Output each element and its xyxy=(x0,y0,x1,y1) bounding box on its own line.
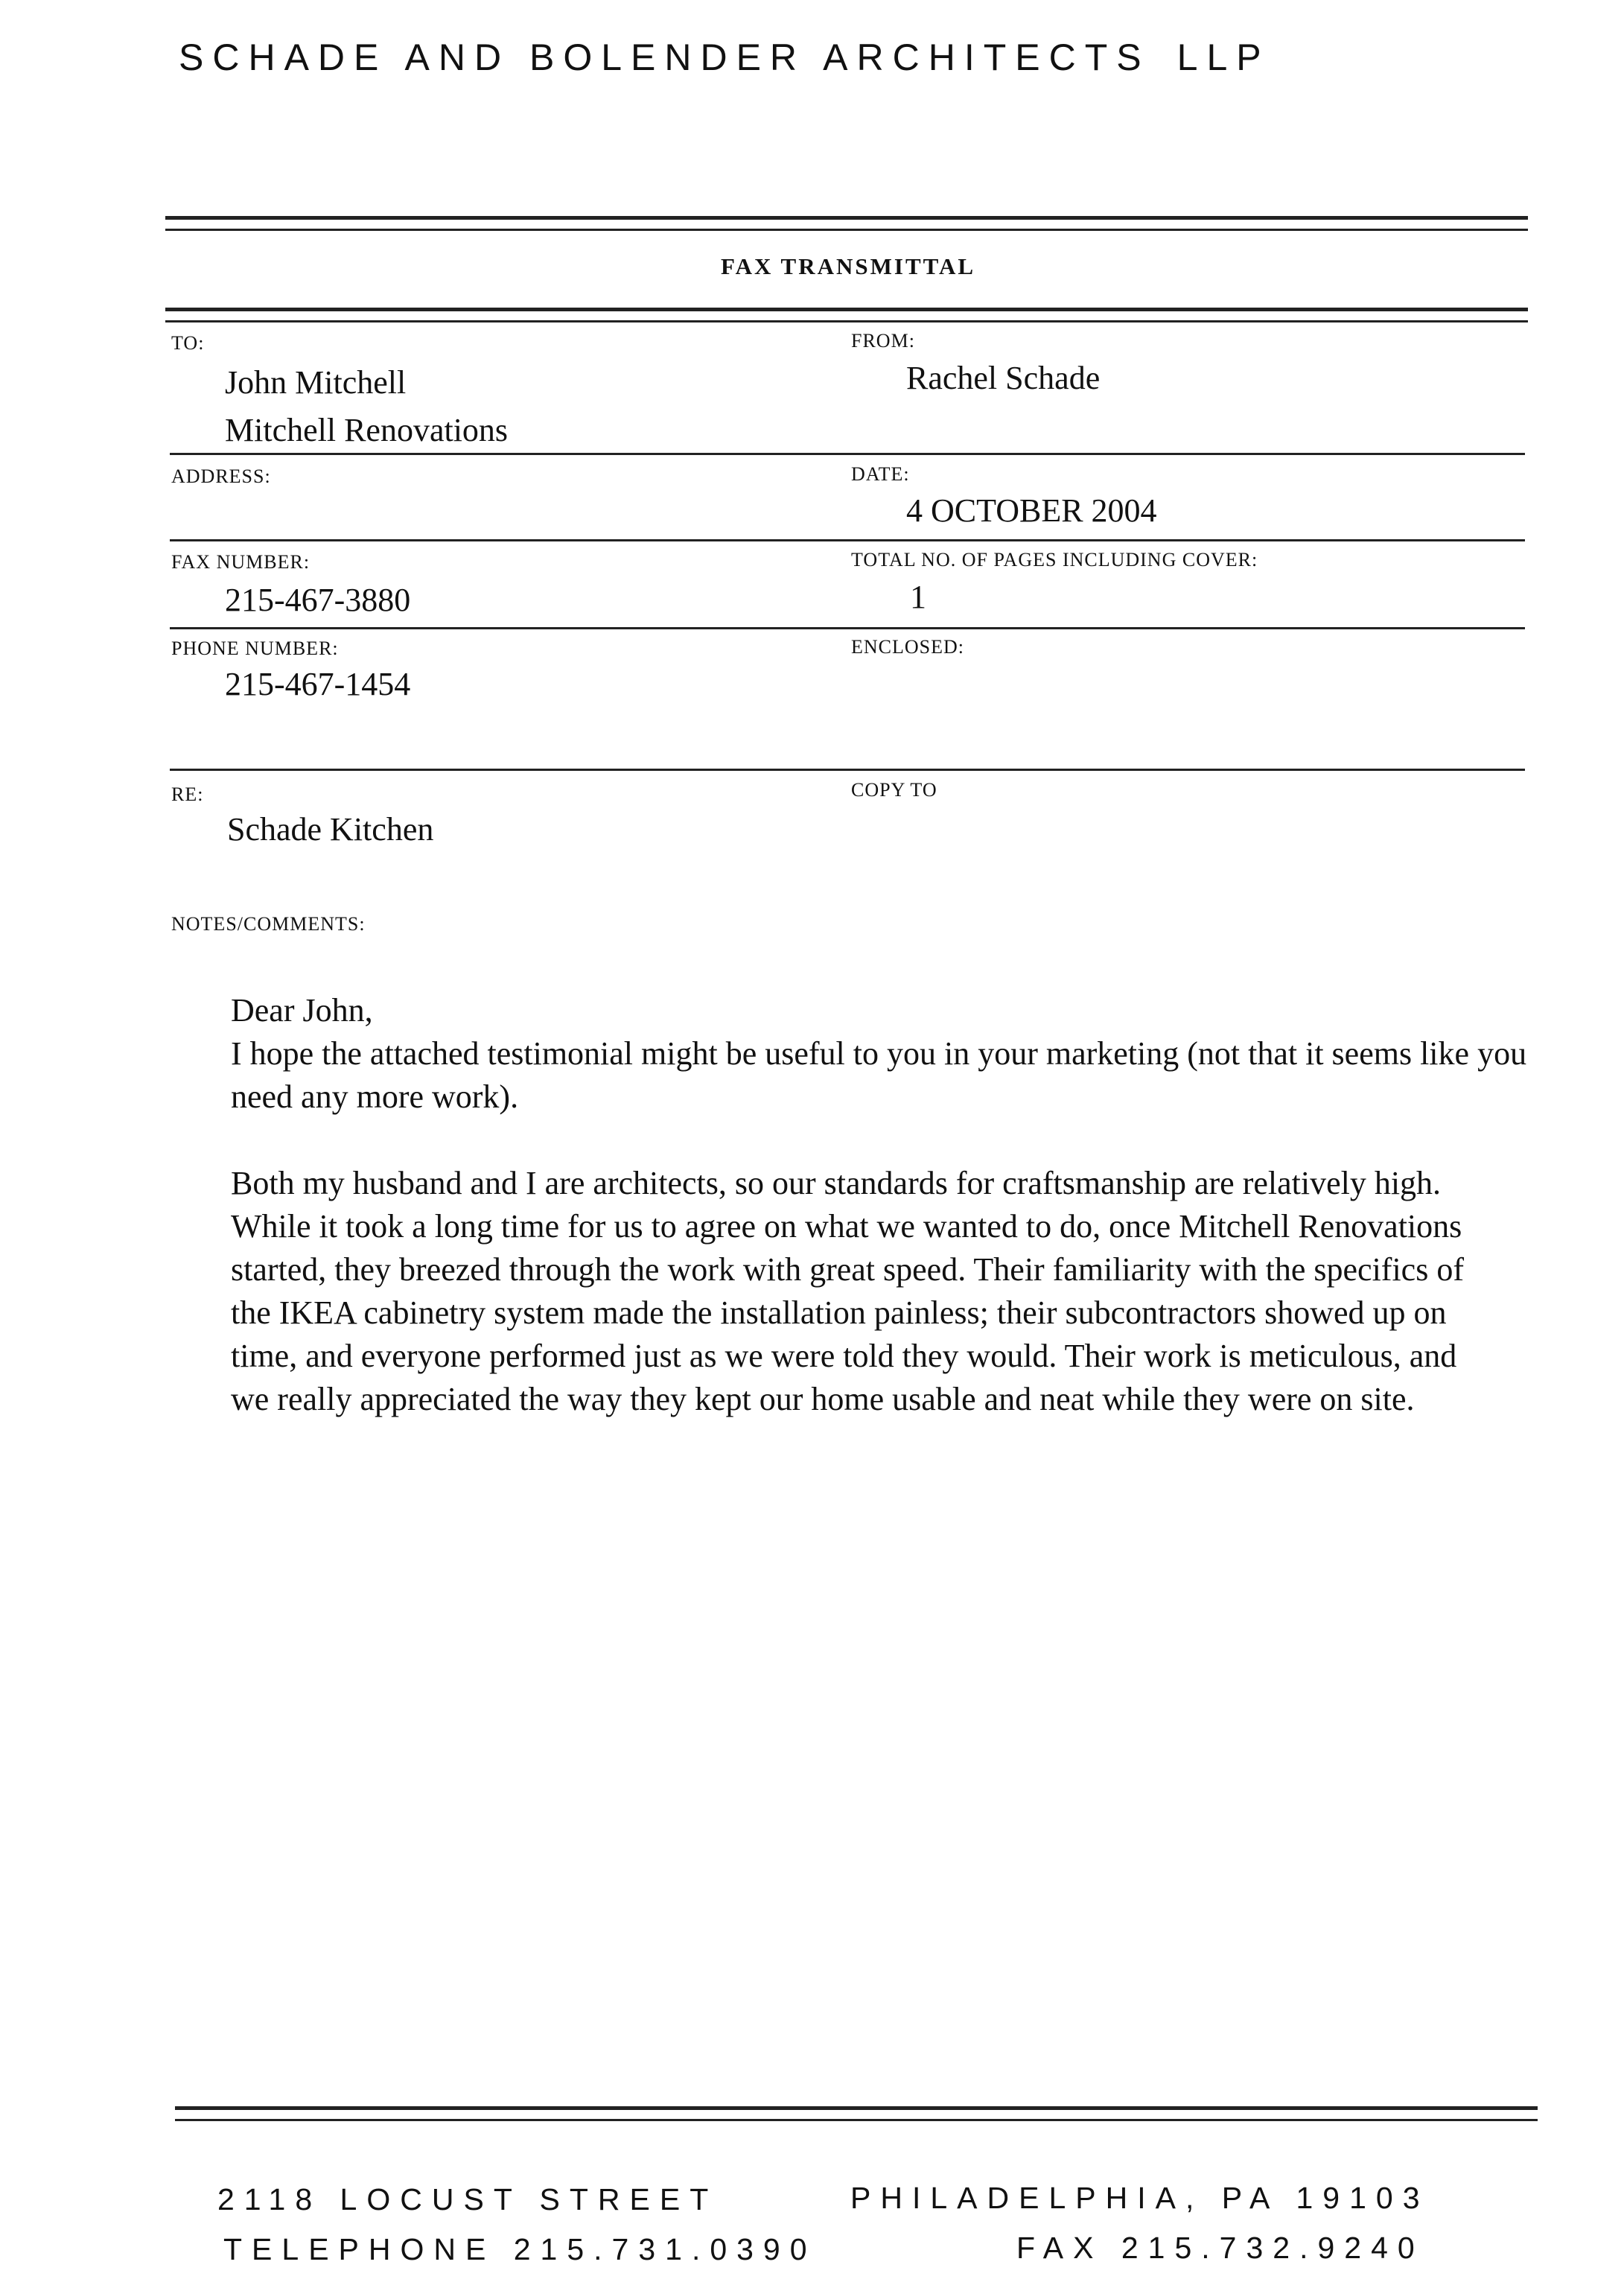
date-label: DATE: xyxy=(851,463,910,485)
title-double-rule xyxy=(165,308,1528,322)
notes-label: NOTES/COMMENTS: xyxy=(171,913,366,935)
footer-fax: FAX 215.732.9240 xyxy=(1016,2231,1424,2265)
re-label: RE: xyxy=(171,784,204,805)
firm-name: SCHADE AND BOLENDER ARCHITECTS xyxy=(179,36,1150,78)
to-name: John Mitchell xyxy=(225,364,407,401)
fax-number-label: FAX NUMBER: xyxy=(171,551,311,573)
phone-number-label: PHONE NUMBER: xyxy=(171,638,339,659)
to-company: Mitchell Renovations xyxy=(225,412,509,448)
footer-city: PHILADELPHIA, PA 19103 xyxy=(850,2181,1430,2215)
from-label: FROM: xyxy=(851,330,915,352)
footer-telephone: TELEPHONE 215.731.0390 xyxy=(223,2232,817,2266)
firm-suffix: LLP xyxy=(1176,36,1270,78)
paragraph-2: Both my husband and I are architects, so our standards for craftsmanship are relatively high. While it took a long time for us to agree on what we wanted to do, once Mitchell Renovations started, they breezed through the work with great speed. Their familiarity with the specifics of the IKEA cabinetry system made the installation painless; their subcontractors showed up on time, and everyone performed just as we were told they would. Their work is meticulous, and we really appreciated the way they kept our home usable and neat while they were on site. xyxy=(231,1165,1464,1417)
address-label: ADDRESS: xyxy=(171,465,271,487)
copy-to-label: COPY TO xyxy=(851,779,937,801)
total-pages-value: 1 xyxy=(910,579,926,615)
phone-number-value: 215-467-1454 xyxy=(225,666,411,702)
divider xyxy=(170,769,1525,771)
fax-number-value: 215-467-3880 xyxy=(225,582,411,618)
to-label: TO: xyxy=(171,332,205,354)
from-name: Rachel Schade xyxy=(906,360,1101,396)
divider xyxy=(170,539,1525,541)
enclosed-label: ENCLOSED: xyxy=(851,636,964,658)
top-double-rule xyxy=(165,216,1528,231)
total-pages-label: TOTAL NO. OF PAGES INCLUDING COVER: xyxy=(851,549,1258,571)
date-value: 4 OCTOBER 2004 xyxy=(906,492,1157,529)
form-title: FAX TRANSMITTAL xyxy=(720,253,976,279)
salutation: Dear John, xyxy=(231,992,373,1029)
divider xyxy=(170,627,1525,629)
letterhead xyxy=(179,36,1504,79)
footer-street: 2118 LOCUST STREET xyxy=(217,2182,719,2216)
divider xyxy=(170,453,1525,455)
re-value: Schade Kitchen xyxy=(227,811,434,848)
paragraph-1: I hope the attached testimonial might be useful to you in your marketing (not that it seems like you need any more work). xyxy=(231,1035,1527,1115)
bottom-double-rule xyxy=(175,2106,1538,2121)
letter-body xyxy=(231,989,1541,1421)
